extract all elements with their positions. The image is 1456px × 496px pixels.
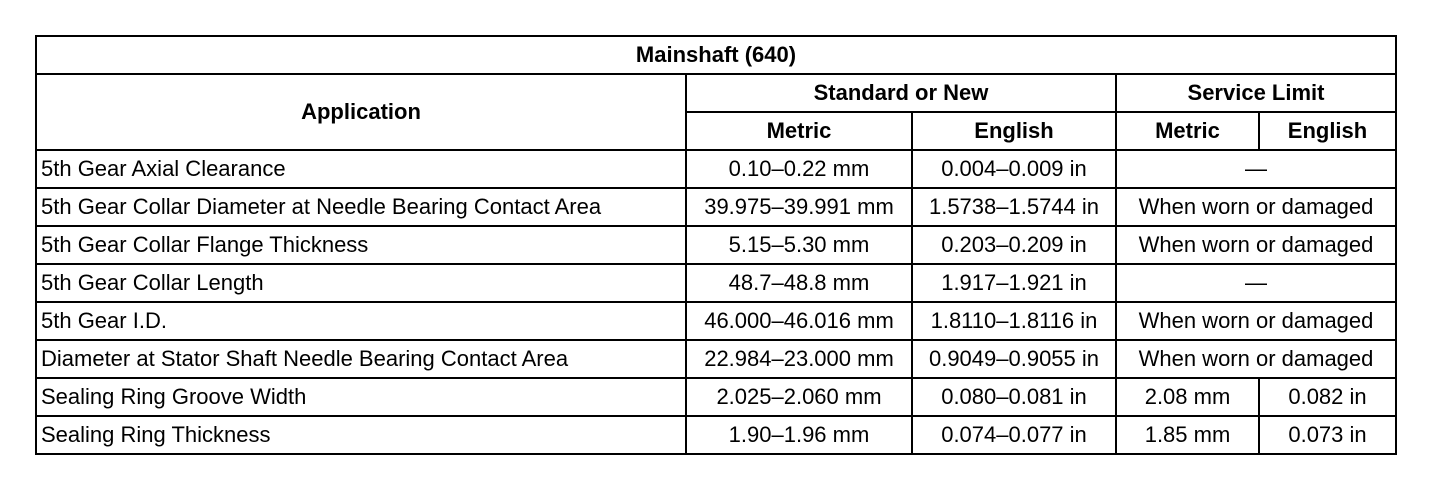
cell-service-limit: When worn or damaged: [1116, 340, 1396, 378]
cell-std-english: 1.917–1.921 in: [912, 264, 1116, 302]
header-std-metric: Metric: [686, 112, 912, 150]
cell-service-limit: When worn or damaged: [1116, 188, 1396, 226]
cell-service-limit: When worn or damaged: [1116, 226, 1396, 264]
cell-svc-english: 0.073 in: [1259, 416, 1396, 454]
cell-svc-english: 0.082 in: [1259, 378, 1396, 416]
cell-std-metric: 5.15–5.30 mm: [686, 226, 912, 264]
cell-application: 5th Gear Collar Flange Thickness: [36, 226, 686, 264]
cell-std-metric: 46.000–46.016 mm: [686, 302, 912, 340]
table-row: [36, 264, 1396, 302]
table-row: [36, 416, 1396, 454]
cell-application: Sealing Ring Groove Width: [36, 378, 686, 416]
cell-application: Diameter at Stator Shaft Needle Bearing Contact Area: [36, 340, 686, 378]
header-row-1: [36, 74, 1396, 112]
cell-std-english: 1.8110–1.8116 in: [912, 302, 1116, 340]
cell-svc-metric: 2.08 mm: [1116, 378, 1259, 416]
mainshaft-spec-table: [35, 35, 1397, 455]
table-row: [36, 150, 1396, 188]
cell-application: 5th Gear Axial Clearance: [36, 150, 686, 188]
cell-application: 5th Gear Collar Diameter at Needle Bearing Contact Area: [36, 188, 686, 226]
cell-application: 5th Gear I.D.: [36, 302, 686, 340]
table-row: [36, 302, 1396, 340]
cell-std-metric: 22.984–23.000 mm: [686, 340, 912, 378]
cell-std-english: 0.004–0.009 in: [912, 150, 1116, 188]
cell-service-limit: When worn or damaged: [1116, 302, 1396, 340]
cell-std-metric: 1.90–1.96 mm: [686, 416, 912, 454]
cell-std-metric: 48.7–48.8 mm: [686, 264, 912, 302]
cell-std-english: 0.203–0.209 in: [912, 226, 1116, 264]
table-row: [36, 378, 1396, 416]
cell-std-english: 0.080–0.081 in: [912, 378, 1116, 416]
header-svc-english: English: [1259, 112, 1396, 150]
cell-std-metric: 39.975–39.991 mm: [686, 188, 912, 226]
cell-svc-metric: 1.85 mm: [1116, 416, 1259, 454]
header-application: Application: [36, 74, 686, 150]
cell-application: 5th Gear Collar Length: [36, 264, 686, 302]
table-row: [36, 188, 1396, 226]
cell-service-limit: —: [1116, 264, 1396, 302]
header-svc-metric: Metric: [1116, 112, 1259, 150]
cell-std-metric: 2.025–2.060 mm: [686, 378, 912, 416]
cell-service-limit: —: [1116, 150, 1396, 188]
title-row: [36, 36, 1396, 74]
cell-std-english: 1.5738–1.5744 in: [912, 188, 1116, 226]
cell-std-english: 0.074–0.077 in: [912, 416, 1116, 454]
table-title: Mainshaft (640): [36, 36, 1396, 74]
table-row: [36, 226, 1396, 264]
header-service-limit: Service Limit: [1116, 74, 1396, 112]
header-std-english: English: [912, 112, 1116, 150]
cell-application: Sealing Ring Thickness: [36, 416, 686, 454]
table-row: [36, 340, 1396, 378]
header-standard-or-new: Standard or New: [686, 74, 1116, 112]
cell-std-metric: 0.10–0.22 mm: [686, 150, 912, 188]
cell-std-english: 0.9049–0.9055 in: [912, 340, 1116, 378]
